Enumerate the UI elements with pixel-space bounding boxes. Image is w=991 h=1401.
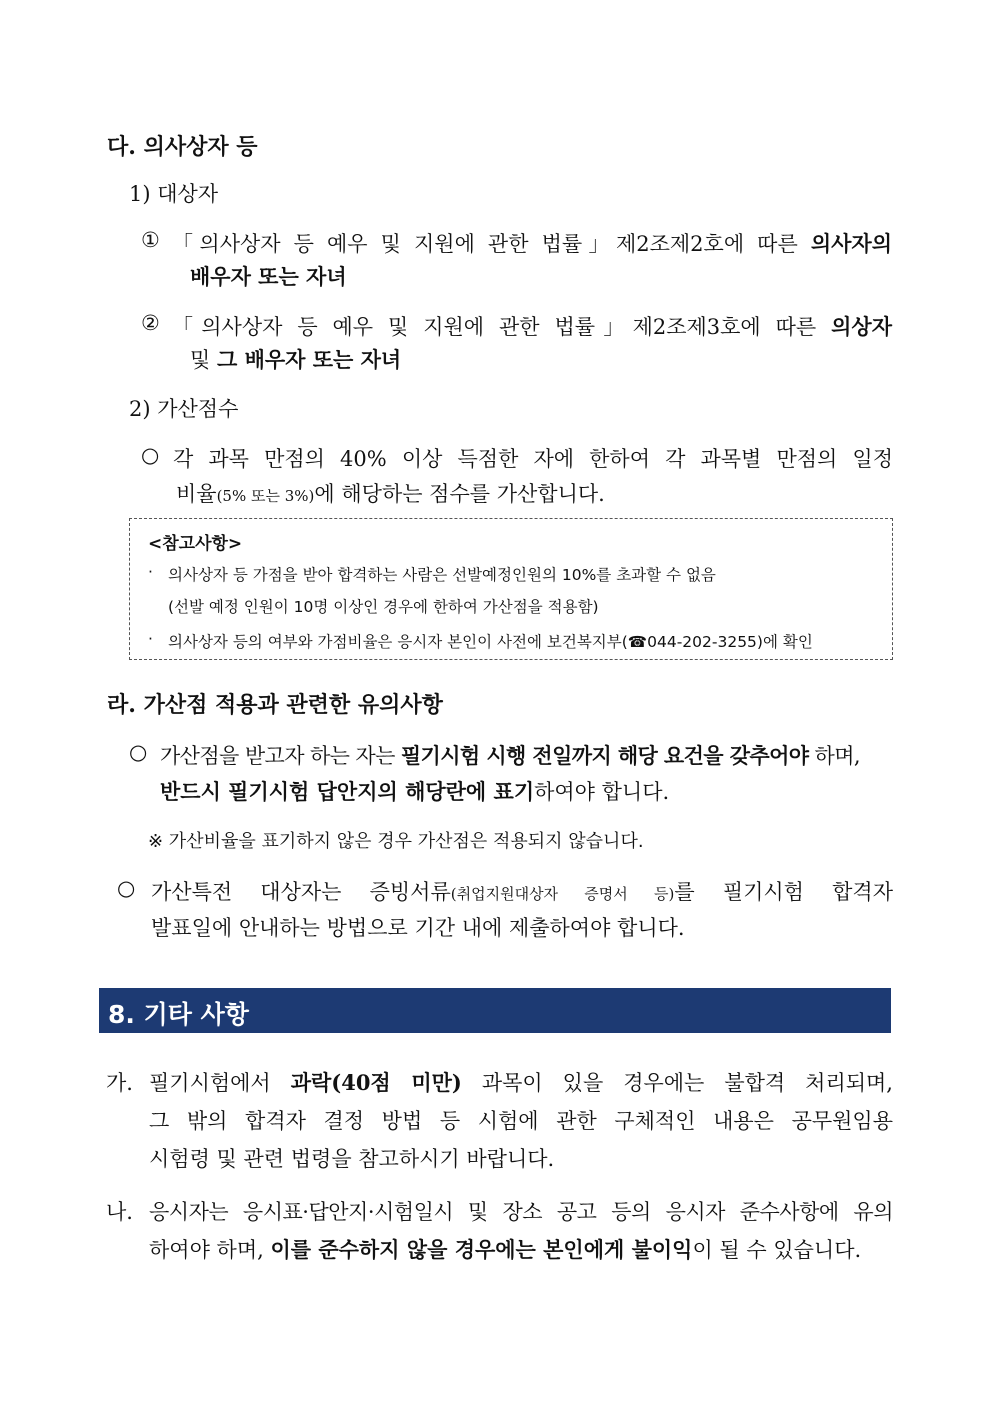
ga-text-post: 과목이 있을 경우에는 불합격 처리되며, xyxy=(461,1071,893,1095)
item-1-text: 「의사상자 등 예우 및 지원에 관한 법률」제2조제2호에 따른 xyxy=(172,232,811,256)
circle-bullet: ○ xyxy=(141,443,160,467)
ra-p2-line-2: 발표일에 안내하는 방법으로 기간 내에 제출하여야 합니다. xyxy=(151,916,685,940)
ra-p1-text: 가산점을 받고자 하는 자는 xyxy=(160,744,401,768)
ra-p1-line-1 xyxy=(160,740,860,770)
points-ratio-small: (5% 또는 3%) xyxy=(216,487,315,505)
na-bold: 이를 준수하지 않을 경우에는 본인에게 불이익 xyxy=(270,1237,693,1262)
item-2-bold-2: 그 배우자 또는 자녀 xyxy=(216,347,402,372)
subheading-points: 2) 가산점수 xyxy=(129,397,239,421)
ra-p1-text-post: 하며, xyxy=(808,744,860,768)
ga-bold: 과락(40점 미만) xyxy=(290,1070,462,1095)
item-marker-1: ① xyxy=(141,228,160,252)
note-bullet-1: · xyxy=(148,563,153,581)
points-text-b: 에 해당하는 점수를 가산합니다. xyxy=(314,482,605,506)
na-marker: 나. xyxy=(106,1200,133,1224)
ga-text: 필기시험에서 xyxy=(149,1071,291,1095)
item-marker-2: ② xyxy=(141,311,160,335)
ra-p1-text-2: 하여야 합니다. xyxy=(534,780,670,804)
ga-line-1 xyxy=(149,1067,893,1097)
na-line-2 xyxy=(149,1234,861,1264)
ra-p1-note: ※ 가산비율을 표기하지 않은 경우 가산점은 적용되지 않습니다. xyxy=(148,831,644,852)
item-2-bold: 의상자 xyxy=(831,314,892,339)
subheading-target: 1) 대상자 xyxy=(129,182,219,206)
ra-p1-bold-2: 반드시 필기시험 답안지의 해당란에 표기 xyxy=(160,779,535,804)
points-line-1: 각 과목 만점의 40% 이상 득점한 자에 한하여 각 과목별 만점의 일정 xyxy=(173,447,893,471)
points-line-2 xyxy=(176,478,605,508)
note-line-2: (선발 예정 인원이 10명 이상인 경우에 한하여 가산점을 적용함) xyxy=(168,598,599,616)
na-line-1: 응시자는 응시표·답안지·시험일시 및 장소 공고 등의 응시자 준수사항에 유의 xyxy=(149,1200,893,1224)
circle-bullet-ra-1: ○ xyxy=(129,740,148,764)
ga-marker: 가. xyxy=(106,1071,133,1095)
item-1-bold: 의사자의 xyxy=(810,231,892,256)
item-2-text: 「의사상자 등 예우 및 지원에 관한 법률」제2조제3호에 따른 xyxy=(172,315,832,339)
item-1-line-1 xyxy=(172,228,892,258)
ra-p2-text: 가산특전 대상자는 증빙서류 xyxy=(151,880,451,904)
note-line-3 xyxy=(168,630,813,652)
ra-p2-small: (취업지원대상자 증명서 등) xyxy=(450,885,675,903)
ra-p2-line-1 xyxy=(151,876,893,906)
item-1-line-2 xyxy=(190,261,347,291)
item-2-line-1 xyxy=(172,311,892,341)
ga-line-3: 시험령 및 관련 법령을 참고하시기 바랍니다. xyxy=(149,1147,555,1171)
phone-icon: ☎ xyxy=(627,633,648,651)
ga-line-2: 그 밖의 합격자 결정 방법 등 시험에 관한 구체적인 내용은 공무원임용 xyxy=(149,1109,893,1133)
na-text-post: 이 될 수 있습니다. xyxy=(692,1238,862,1262)
ra-p2-text-post: 를 필기시험 합격자 xyxy=(674,880,893,904)
item-1-bold-2: 배우자 또는 자녀 xyxy=(190,264,347,289)
na-text: 하여야 하며, xyxy=(149,1238,271,1262)
note-line-1: 의사상자 등 가점을 받아 합격하는 사람은 선발예정인원의 10%를 초과할 수 없음 xyxy=(168,566,716,584)
points-text-a: 비율 xyxy=(176,482,217,506)
note-title: <참고사항> xyxy=(148,534,243,554)
section-heading-da: 다. 의사상자 등 xyxy=(107,134,258,160)
ra-p1-line-2 xyxy=(160,776,669,806)
note-phone-number: 044-202-3255)에 확인 xyxy=(647,633,813,651)
section-8-banner xyxy=(99,988,891,1033)
item-2-line-2 xyxy=(190,344,401,374)
ra-p1-bold: 필기시험 시행 전일까지 해당 요건을 갖추어야 xyxy=(400,743,809,768)
section-heading-ra: 라. 가산점 적용과 관련한 유의사항 xyxy=(107,692,443,718)
item-2-text-2: 및 xyxy=(190,348,217,372)
circle-bullet-ra-2: ○ xyxy=(117,876,136,900)
note-bullet-2: · xyxy=(148,630,153,648)
note-line-3-text: 의사상자 등의 여부와 가점비율은 응시자 본인이 사전에 보건복지부( xyxy=(168,633,628,651)
section-8-title: 8. 기타 사항 xyxy=(108,1000,249,1029)
